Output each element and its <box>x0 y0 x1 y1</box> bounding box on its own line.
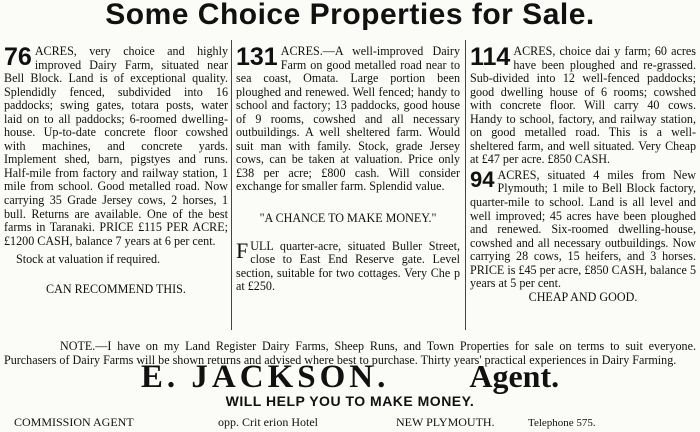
listing-text: ACRES.—A well-improved Dairy Farm on good metalled road near to sea coast, Omata. Large portion been ploughed and renewed. Well fenced; handy to school and factory; 13 paddocks, good house of 9 rooms, cowshed and all necessary outbuildings. A well sheltered farm. Would suit man with family. Stock, grade Jersey cows, can be taken at valuation. Price only £38 per acre; £800 cash. Will consider exchange for smaller farm. Splendid value. <box>236 44 460 194</box>
listing-text: ULL quarter-acre, situated Buller Street, close to East End Reserve gate. Level section, suitable for two cottages. Very Che p at £250. <box>236 238 460 294</box>
ad-headline: Some Choice Properties for Sale. <box>105 0 595 31</box>
lot-number: 131 <box>236 43 278 71</box>
listing-94-acres <box>470 166 696 291</box>
drop-cap: F <box>236 237 249 263</box>
lot-number: 76 <box>4 43 32 71</box>
lot-number: 94 <box>470 166 495 192</box>
listing-131-acres <box>236 45 460 294</box>
agent-name: E. JACKSON. <box>140 359 390 395</box>
listing-text: ACRES, very choice and highly improved Dairy Farm, situated near Bell Block. Land is of exceptional quality. Splendidly fenced, subdivided into 16 paddocks; swing gates, totara posts, water laid on to all paddocks; 6-roomed dwelling-house. Up-to-date concrete floor cowshed with machines, and concrete yards. Implement shed, barn, pigstyes and runs. Half-mile from factory and railway station, 1 mile from school. Good metalled road. Now carrying 35 Grade Jersey cows, 2 horses, 1 bull. Returns are available. One of the best farms in Taranaki. PRICE £115 PER ACRE; £1200 CASH, balance 7 years at 6 per cent. <box>4 44 228 248</box>
footer-telephone: Telephone 575. <box>528 417 596 429</box>
footer-town: NEW PLYMOUTH. <box>396 415 495 429</box>
listing-text: ACRES, situated 4 miles from New Plymouth; 1 mile to Bell Block factory, quarter-mile to school. Land is all level and well improved; 45 acres have been ploughed and renewed. Six-roomed dwelling-house, cowshed and all necessary outbuildings. Now carrying 28 cows, 15 heifers, and 3 horses. PRICE is £45 per acre, £850 CASH, balance 5 years at 5 per cent. <box>470 167 696 291</box>
slogan: WILL HELP YOU TO MAKE MONEY. <box>225 393 475 409</box>
listing-text: ACRES, choice dai y farm; 60 acres have been ploughed and re-grassed. Sub-divided into 12 well-fenced paddocks; good dwelling house of 6 rooms; cowshed with concrete floor. Will carry 40 cows. Handy to school, factory, and railway station, on good metalled road. This is a well-sheltered farm, and well situated. Very Cheap at £47 per acre. £850 CASH. <box>470 44 696 167</box>
chance-heading: "A CHANCE TO MAKE MONEY." <box>259 211 437 226</box>
register-note: NOTE.—I have on my Land Register Dairy Farms, Sheep Runs, and Town Properties for sale on terms to suit everyone. Purchasers of Dairy Farms will be shown returns and advised where best to purchase. Thirty years' practical experiences in Dairy Farming. <box>4 339 696 367</box>
column-divider <box>465 40 466 330</box>
quarter-acre-listing <box>236 237 460 294</box>
listing-76-acres <box>4 45 228 296</box>
listing-114-acres <box>470 45 696 304</box>
recommend-line: CAN RECOMMEND THIS. <box>46 281 186 296</box>
footer-address: opp. Crit erion Hotel <box>218 415 318 429</box>
agent-title: Agent. <box>469 358 560 394</box>
column-divider <box>231 40 232 330</box>
agent-line <box>0 356 700 397</box>
lot-number: 114 <box>470 43 511 71</box>
closing-line: CHEAP AND GOOD. <box>528 289 638 304</box>
footer-role: COMMISSION AGENT <box>14 415 134 429</box>
stock-note: Stock at valuation if required. <box>16 252 161 267</box>
